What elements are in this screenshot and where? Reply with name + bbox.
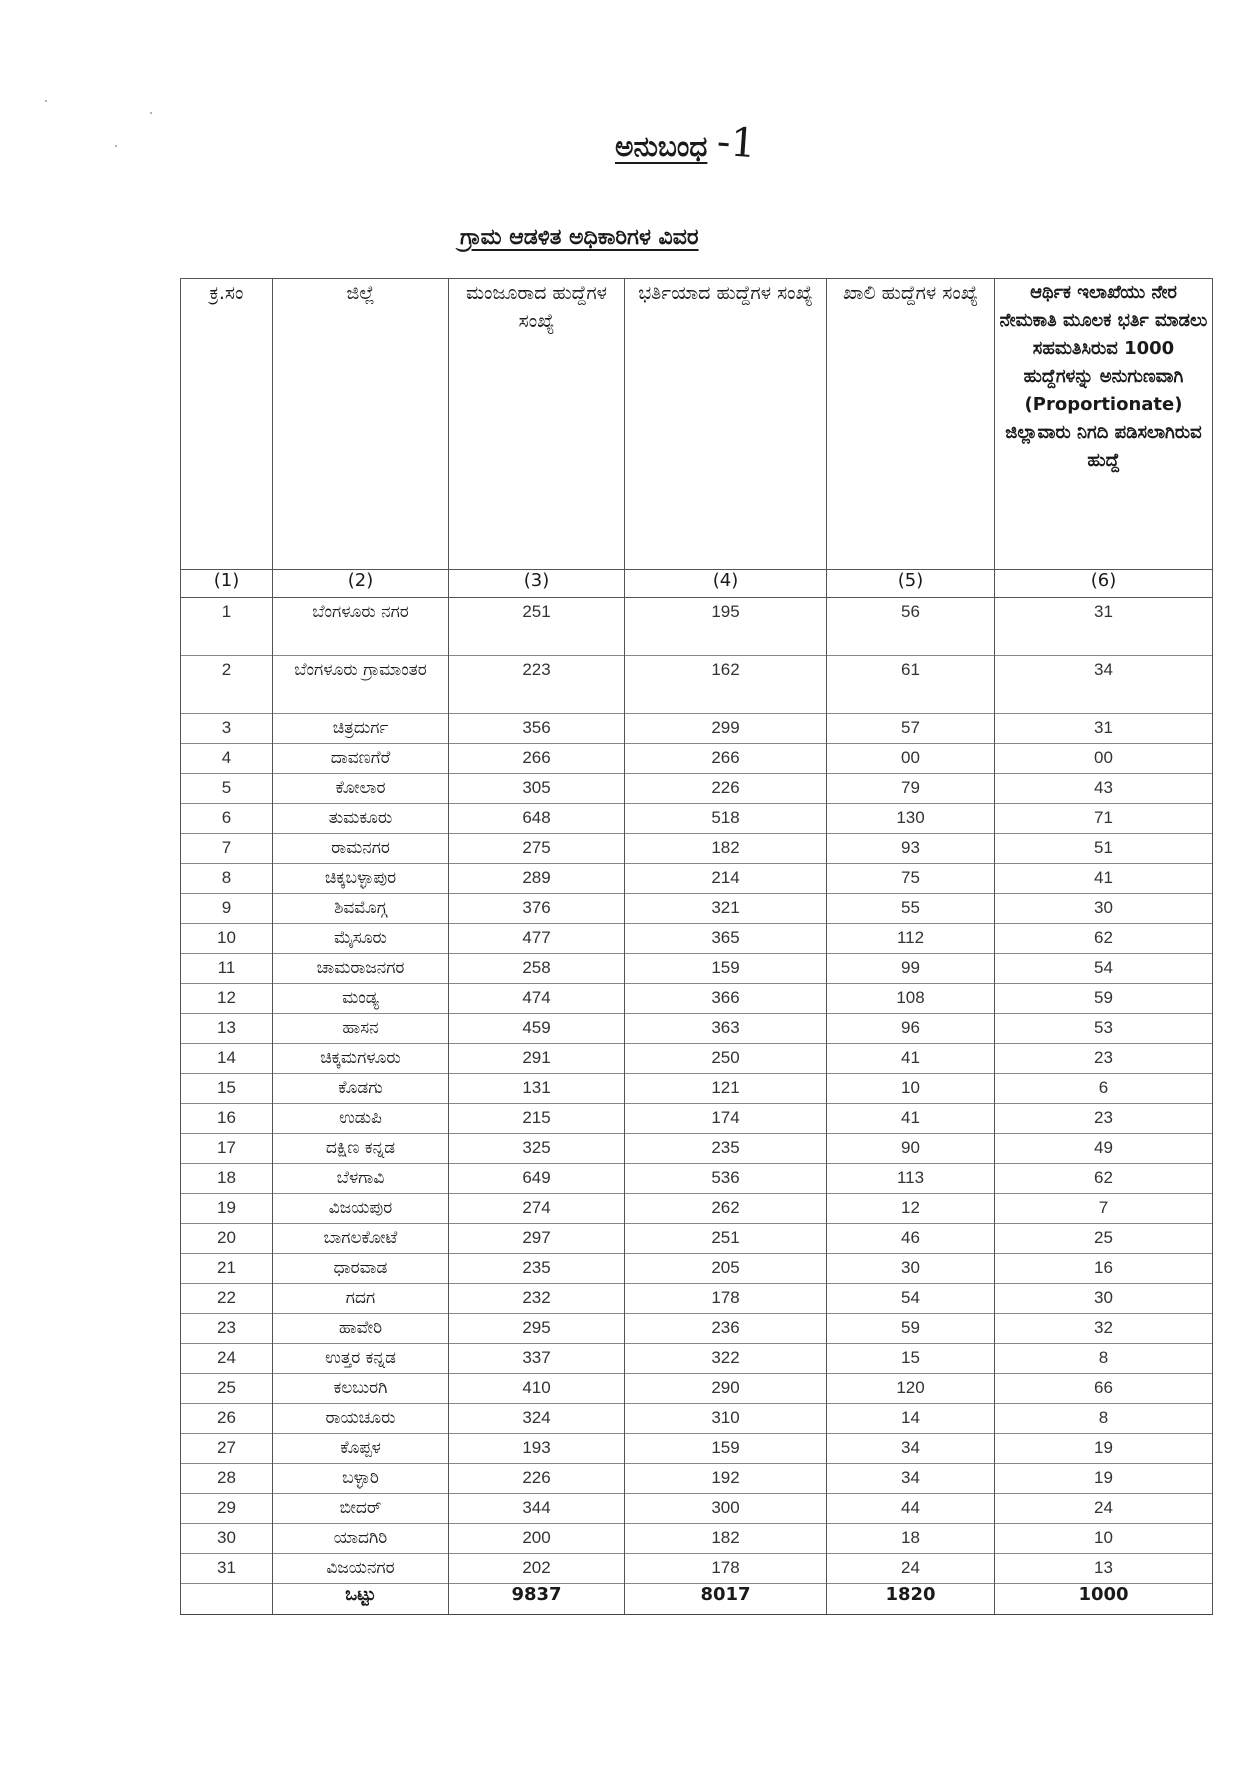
cell-allocated: 71 [995, 804, 1213, 834]
cell-filled: 236 [625, 1314, 827, 1344]
cell-district: ಚಾಮರಾಜನಗರ [273, 954, 449, 984]
cell-serial: 10 [181, 924, 273, 954]
cell-sanctioned: 193 [449, 1434, 625, 1464]
cell-serial: 30 [181, 1524, 273, 1554]
cell-vacant: 59 [827, 1314, 995, 1344]
cell-vacant: 14 [827, 1404, 995, 1434]
cell-serial: 8 [181, 864, 273, 894]
cell-filled: 178 [625, 1554, 827, 1584]
cell-vacant: 41 [827, 1104, 995, 1134]
cell-filled: 300 [625, 1494, 827, 1524]
cell-filled: 518 [625, 804, 827, 834]
total-sanctioned: 9837 [449, 1584, 625, 1615]
cell-allocated: 31 [995, 598, 1213, 656]
cell-vacant: 10 [827, 1074, 995, 1104]
column-number-row [181, 570, 1213, 598]
table-row [181, 804, 1213, 834]
table-row [181, 1494, 1213, 1524]
cell-vacant: 112 [827, 924, 995, 954]
cell-allocated: 19 [995, 1434, 1213, 1464]
cell-allocated: 31 [995, 714, 1213, 744]
cell-filled: 182 [625, 834, 827, 864]
cell-district: ಬೆಳಗಾವಿ [273, 1164, 449, 1194]
cell-vacant: 00 [827, 744, 995, 774]
cell-filled: 235 [625, 1134, 827, 1164]
cell-sanctioned: 344 [449, 1494, 625, 1524]
cell-vacant: 41 [827, 1044, 995, 1074]
cell-sanctioned: 410 [449, 1374, 625, 1404]
cell-vacant: 30 [827, 1254, 995, 1284]
cell-filled: 322 [625, 1344, 827, 1374]
cell-allocated: 32 [995, 1314, 1213, 1344]
table-row [181, 598, 1213, 656]
cell-vacant: 99 [827, 954, 995, 984]
cell-sanctioned: 258 [449, 954, 625, 984]
cell-allocated: 19 [995, 1464, 1213, 1494]
table-row [181, 656, 1213, 714]
cell-allocated: 54 [995, 954, 1213, 984]
cell-filled: 365 [625, 924, 827, 954]
cell-sanctioned: 649 [449, 1164, 625, 1194]
table-row [181, 834, 1213, 864]
cell-allocated: 8 [995, 1344, 1213, 1374]
cell-filled: 121 [625, 1074, 827, 1104]
cell-serial: 15 [181, 1074, 273, 1104]
cell-sanctioned: 251 [449, 598, 625, 656]
cell-serial: 9 [181, 894, 273, 924]
cell-sanctioned: 131 [449, 1074, 625, 1104]
cell-filled: 226 [625, 774, 827, 804]
cell-vacant: 113 [827, 1164, 995, 1194]
cell-allocated: 62 [995, 1164, 1213, 1194]
cell-sanctioned: 291 [449, 1044, 625, 1074]
cell-district: ಚಿತ್ರದುರ್ಗ [273, 714, 449, 744]
header-district: ಜಿಲ್ಲೆ [273, 279, 449, 570]
cell-filled: 290 [625, 1374, 827, 1404]
cell-allocated: 62 [995, 924, 1213, 954]
cell-district: ಬೀದರ್ [273, 1494, 449, 1524]
cell-district: ಗದಗ [273, 1284, 449, 1314]
scan-speck [150, 112, 152, 114]
cell-allocated: 7 [995, 1194, 1213, 1224]
header-vacant: ಖಾಲಿ ಹುದ್ದೆಗಳ ಸಂಖ್ಯೆ [827, 279, 995, 570]
table-row [181, 1374, 1213, 1404]
cell-district: ದಕ್ಷಿಣ ಕನ್ನಡ [273, 1134, 449, 1164]
cell-vacant: 54 [827, 1284, 995, 1314]
cell-filled: 159 [625, 954, 827, 984]
cell-vacant: 79 [827, 774, 995, 804]
cell-serial: 16 [181, 1104, 273, 1134]
cell-serial: 25 [181, 1374, 273, 1404]
cell-sanctioned: 325 [449, 1134, 625, 1164]
header-sanctioned: ಮಂಜೂರಾದ ಹುದ್ದೆಗಳ ಸಂಖ್ಯೆ [449, 279, 625, 570]
cell-serial: 29 [181, 1494, 273, 1524]
table-row [181, 1254, 1213, 1284]
cell-serial: 27 [181, 1434, 273, 1464]
cell-allocated: 00 [995, 744, 1213, 774]
cell-allocated: 8 [995, 1404, 1213, 1434]
cell-allocated: 23 [995, 1044, 1213, 1074]
cell-allocated: 66 [995, 1374, 1213, 1404]
column-number: (3) [449, 570, 625, 598]
table-row [181, 1464, 1213, 1494]
cell-vacant: 15 [827, 1344, 995, 1374]
total-row [181, 1584, 1213, 1615]
cell-filled: 214 [625, 864, 827, 894]
cell-district: ಉತ್ತರ ಕನ್ನಡ [273, 1344, 449, 1374]
cell-filled: 159 [625, 1434, 827, 1464]
cell-serial: 17 [181, 1134, 273, 1164]
cell-serial: 12 [181, 984, 273, 1014]
cell-filled: 262 [625, 1194, 827, 1224]
total-label: ಒಟ್ಟು [273, 1584, 449, 1615]
cell-vacant: 93 [827, 834, 995, 864]
table-row [181, 1404, 1213, 1434]
cell-district: ಕೊಪ್ಪಳ [273, 1434, 449, 1464]
cell-sanctioned: 266 [449, 744, 625, 774]
cell-serial: 18 [181, 1164, 273, 1194]
cell-serial: 7 [181, 834, 273, 864]
cell-serial: 26 [181, 1404, 273, 1434]
cell-allocated: 30 [995, 894, 1213, 924]
column-number: (4) [625, 570, 827, 598]
cell-filled: 310 [625, 1404, 827, 1434]
table-row [181, 1104, 1213, 1134]
cell-serial: 2 [181, 656, 273, 714]
cell-filled: 363 [625, 1014, 827, 1044]
cell-filled: 266 [625, 744, 827, 774]
cell-serial: 23 [181, 1314, 273, 1344]
table-row [181, 1044, 1213, 1074]
cell-allocated: 41 [995, 864, 1213, 894]
cell-sanctioned: 474 [449, 984, 625, 1014]
cell-filled: 192 [625, 1464, 827, 1494]
cell-sanctioned: 223 [449, 656, 625, 714]
cell-sanctioned: 274 [449, 1194, 625, 1224]
table-row [181, 774, 1213, 804]
cell-filled: 321 [625, 894, 827, 924]
cell-serial: 24 [181, 1344, 273, 1374]
cell-sanctioned: 477 [449, 924, 625, 954]
cell-serial: 11 [181, 954, 273, 984]
cell-vacant: 34 [827, 1464, 995, 1494]
cell-district: ಬಾಗಲಕೋಟೆ [273, 1224, 449, 1254]
cell-allocated: 34 [995, 656, 1213, 714]
cell-allocated: 59 [995, 984, 1213, 1014]
cell-allocated: 16 [995, 1254, 1213, 1284]
table-row [181, 1344, 1213, 1374]
cell-filled: 205 [625, 1254, 827, 1284]
cell-filled: 366 [625, 984, 827, 1014]
cell-serial: 5 [181, 774, 273, 804]
cell-district: ವಿಜಯನಗರ [273, 1554, 449, 1584]
table-body [181, 598, 1213, 1584]
cell-serial: 31 [181, 1554, 273, 1584]
cell-district: ಹಾವೇರಿ [273, 1314, 449, 1344]
cell-filled: 182 [625, 1524, 827, 1554]
table-row [181, 984, 1213, 1014]
header-serial: ಕ್ರ.ಸಂ [181, 279, 273, 570]
cell-district: ಚಿಕ್ಕಮಗಳೂರು [273, 1044, 449, 1074]
cell-filled: 250 [625, 1044, 827, 1074]
cell-sanctioned: 324 [449, 1404, 625, 1434]
table-row [181, 924, 1213, 954]
table-row [181, 1314, 1213, 1344]
cell-sanctioned: 297 [449, 1224, 625, 1254]
cell-sanctioned: 226 [449, 1464, 625, 1494]
cell-serial: 13 [181, 1014, 273, 1044]
cell-sanctioned: 215 [449, 1104, 625, 1134]
cell-filled: 195 [625, 598, 827, 656]
table-row [181, 1284, 1213, 1314]
cell-filled: 178 [625, 1284, 827, 1314]
cell-filled: 162 [625, 656, 827, 714]
table-row [181, 1074, 1213, 1104]
cell-serial: 28 [181, 1464, 273, 1494]
annexure-number: -1 [715, 118, 758, 168]
cell-sanctioned: 200 [449, 1524, 625, 1554]
table-row [181, 1194, 1213, 1224]
cell-allocated: 10 [995, 1524, 1213, 1554]
cell-sanctioned: 337 [449, 1344, 625, 1374]
cell-vacant: 34 [827, 1434, 995, 1464]
table-header-row [181, 279, 1213, 570]
cell-vacant: 56 [827, 598, 995, 656]
cell-vacant: 55 [827, 894, 995, 924]
cell-district: ಕೊಡಗು [273, 1074, 449, 1104]
cell-district: ವಿಜಯಪುರ [273, 1194, 449, 1224]
cell-allocated: 25 [995, 1224, 1213, 1254]
cell-allocated: 53 [995, 1014, 1213, 1044]
table-row [181, 1134, 1213, 1164]
cell-filled: 536 [625, 1164, 827, 1194]
total-vacant: 1820 [827, 1584, 995, 1615]
cell-district: ಕಲಬುರಗಿ [273, 1374, 449, 1404]
table-row [181, 1434, 1213, 1464]
cell-vacant: 57 [827, 714, 995, 744]
cell-district: ಬೆಂಗಳೂರು ನಗರ [273, 598, 449, 656]
cell-sanctioned: 648 [449, 804, 625, 834]
cell-serial: 21 [181, 1254, 273, 1284]
cell-district: ಚಿಕ್ಕಬಳ್ಳಾಪುರ [273, 864, 449, 894]
cell-allocated: 24 [995, 1494, 1213, 1524]
total-allocated: 1000 [995, 1584, 1213, 1615]
cell-sanctioned: 459 [449, 1014, 625, 1044]
cell-serial: 1 [181, 598, 273, 656]
cell-sanctioned: 376 [449, 894, 625, 924]
cell-allocated: 23 [995, 1104, 1213, 1134]
cell-district: ಮಂಡ್ಯ [273, 984, 449, 1014]
cell-vacant: 46 [827, 1224, 995, 1254]
cell-vacant: 96 [827, 1014, 995, 1044]
cell-district: ಹಾಸನ [273, 1014, 449, 1044]
cell-serial: 14 [181, 1044, 273, 1074]
cell-vacant: 120 [827, 1374, 995, 1404]
column-number: (1) [181, 570, 273, 598]
total-serial [181, 1584, 273, 1615]
cell-filled: 174 [625, 1104, 827, 1134]
cell-district: ಯಾದಗಿರಿ [273, 1524, 449, 1554]
table-row [181, 714, 1213, 744]
scan-speck [115, 145, 117, 147]
scan-speck [45, 100, 47, 102]
cell-sanctioned: 295 [449, 1314, 625, 1344]
cell-sanctioned: 289 [449, 864, 625, 894]
cell-sanctioned: 356 [449, 714, 625, 744]
table-row [181, 894, 1213, 924]
cell-filled: 299 [625, 714, 827, 744]
cell-serial: 19 [181, 1194, 273, 1224]
cell-district: ಕೋಲಾರ [273, 774, 449, 804]
cell-district: ಧಾರವಾಡ [273, 1254, 449, 1284]
cell-district: ಉಡುಪಿ [273, 1104, 449, 1134]
document-title: ಗ್ರಾಮ ಆಡಳಿತ ಅಧಿಕಾರಿಗಳ ವಿವರ [460, 225, 699, 250]
cell-district: ರಾಯಚೂರು [273, 1404, 449, 1434]
table-row [181, 1224, 1213, 1254]
column-number: (6) [995, 570, 1213, 598]
cell-vacant: 24 [827, 1554, 995, 1584]
cell-filled: 251 [625, 1224, 827, 1254]
annexure-heading [615, 120, 756, 166]
cell-sanctioned: 305 [449, 774, 625, 804]
cell-serial: 4 [181, 744, 273, 774]
table-row [181, 1554, 1213, 1584]
cell-serial: 22 [181, 1284, 273, 1314]
cell-vacant: 108 [827, 984, 995, 1014]
total-filled: 8017 [625, 1584, 827, 1615]
cell-serial: 3 [181, 714, 273, 744]
cell-district: ತುಮಕೂರು [273, 804, 449, 834]
header-allocated: ಆರ್ಥಿಕ ಇಲಾಖೆಯು ನೇರ ನೇಮಕಾತಿ ಮೂಲಕ ಭರ್ತಿ ಮಾಡಲು ಸಹಮತಿಸಿರುವ 1000 ಹುದ್ದೆಗಳನ್ನು ಅನುಗುಣವಾಗಿ (Proportionate) ಜಿಲ್ಲಾವಾರು ನಿಗದಿ ಪಡಿಸಲಾಗಿರುವ ಹುದ್ದೆ [995, 279, 1213, 570]
cell-vacant: 130 [827, 804, 995, 834]
cell-vacant: 61 [827, 656, 995, 714]
cell-vacant: 44 [827, 1494, 995, 1524]
cell-allocated: 6 [995, 1074, 1213, 1104]
cell-district: ಮೈಸೂರು [273, 924, 449, 954]
header-filled: ಭರ್ತಿಯಾದ ಹುದ್ದೆಗಳ ಸಂಖ್ಯೆ [625, 279, 827, 570]
cell-district: ರಾಮನಗರ [273, 834, 449, 864]
cell-vacant: 18 [827, 1524, 995, 1554]
cell-serial: 6 [181, 804, 273, 834]
cell-serial: 20 [181, 1224, 273, 1254]
table-row [181, 1524, 1213, 1554]
cell-allocated: 43 [995, 774, 1213, 804]
cell-sanctioned: 202 [449, 1554, 625, 1584]
annexure-label: ಅನುಬಂಧ [615, 130, 708, 163]
table-row [181, 744, 1213, 774]
cell-allocated: 51 [995, 834, 1213, 864]
cell-vacant: 12 [827, 1194, 995, 1224]
cell-sanctioned: 232 [449, 1284, 625, 1314]
column-number: (2) [273, 570, 449, 598]
cell-sanctioned: 275 [449, 834, 625, 864]
cell-district: ಬೆಂಗಳೂರು ಗ್ರಾಮಾಂತರ [273, 656, 449, 714]
cell-sanctioned: 235 [449, 1254, 625, 1284]
cell-allocated: 30 [995, 1284, 1213, 1314]
officers-table [180, 278, 1213, 1615]
table-row [181, 1014, 1213, 1044]
cell-allocated: 13 [995, 1554, 1213, 1584]
column-number: (5) [827, 570, 995, 598]
table-row [181, 954, 1213, 984]
cell-vacant: 90 [827, 1134, 995, 1164]
cell-vacant: 75 [827, 864, 995, 894]
table-row [181, 864, 1213, 894]
cell-district: ಶಿವಮೊಗ್ಗ [273, 894, 449, 924]
cell-district: ಬಳ್ಳಾರಿ [273, 1464, 449, 1494]
cell-district: ದಾವಣಗೆರೆ [273, 744, 449, 774]
cell-allocated: 49 [995, 1134, 1213, 1164]
table-row [181, 1164, 1213, 1194]
